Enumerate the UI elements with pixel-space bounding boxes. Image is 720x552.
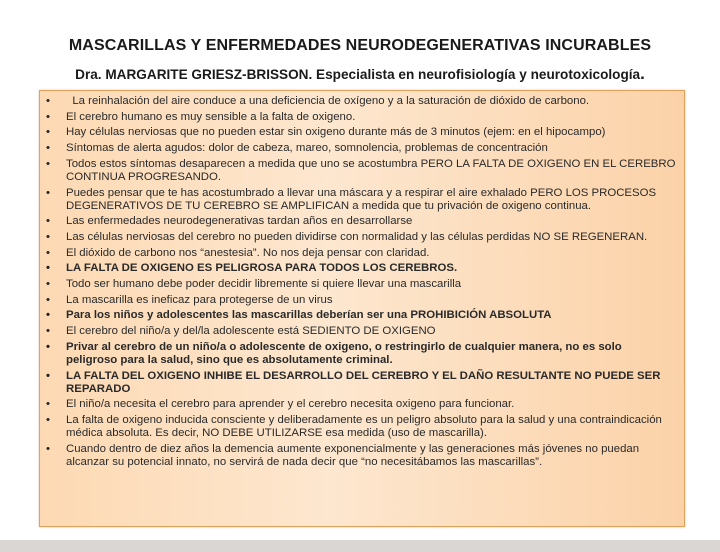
bullet-item: • El dióxido de carbono nos “anestesia”. No nos deja pensar con claridad. — [66, 247, 676, 260]
bullet-item: • Privar al cerebro de un niño/a o adolescente de oxigeno, o restringirlo de cualquier manera, no es solo peligroso para la salud, sino que es absolutamente criminal. — [66, 341, 676, 367]
document-title: MASCARILLAS Y ENFERMEDADES NEURODEGENERATIVAS INCURABLES — [68, 37, 652, 54]
bullet-item: • La falta de oxigeno inducida consciente y deliberadamente es un peligro absoluto para la salud y una contraindicación médica absoluta. Es decir, NO DEBE UTILIZARSE esa medida (uso de mascarilla). — [66, 414, 676, 440]
bullet-item: • El cerebro del niño/a y del/la adolescente está SEDIENTO DE OXIGENO — [66, 325, 676, 338]
bullet-item: • Todo ser humano debe poder decidir libremente si quiere llevar una mascarilla — [66, 278, 676, 291]
bullet-item: • El cerebro humano es muy sensible a la falta de oxigeno. — [66, 111, 676, 124]
bullet-item: • Síntomas de alerta agudos: dolor de cabeza, mareo, somnolencia, problemas de concentración — [66, 142, 676, 155]
document-subtitle — [0, 64, 720, 84]
bullet-item: • Para los niños y adolescentes las mascarillas deberían ser una PROHIBICIÓN ABSOLUTA — [66, 309, 676, 322]
bullet-list — [40, 91, 684, 469]
bullet-item: • Las células nerviosas del cerebro no pueden dividirse con normalidad y las células perdidas NO SE REGENERAN. — [66, 231, 676, 244]
subtitle-period: . — [640, 64, 645, 83]
bullet-item: • LA FALTA DE OXIGENO ES PELIGROSA PARA TODOS LOS CEREBROS. — [66, 262, 676, 275]
bullet-item: • Hay células nerviosas que no pueden estar sin oxigeno durante más de 3 minutos (ejem: en el hipocampo) — [66, 126, 676, 139]
bullet-item: • Las enfermedades neurodegenerativas tardan años en desarrollarse — [66, 215, 676, 228]
bullet-item: • Cuando dentro de diez años la demencia aumente exponencialmente y las generaciones más jóvenes no puedan alcanzar su potencial innato, no servirá de nada decir que “no necesitábamos las mascarillas”. — [66, 443, 676, 469]
bottom-strip — [0, 540, 720, 552]
subtitle-text: Dra. MARGARITE GRIESZ-BRISSON. Especialista en neurofisiología y neurotoxicología — [75, 67, 641, 82]
bullet-item: • Puedes pensar que te has acostumbrado a llevar una máscara y a respirar el aire exhalado PERO LOS PROCESOS DEGENERATIVOS DE TU CEREBRO SE AMPLIFICAN a medida que tu privación de oxigeno continua. — [66, 187, 676, 213]
bullet-item: • La mascarilla es ineficaz para protegerse de un virus — [66, 294, 676, 307]
bullet-list-box — [39, 90, 685, 527]
bullet-item: • La reinhalación del aire conduce a una deficiencia de oxígeno y a la saturación de dióxido de carbono. — [66, 95, 676, 108]
bullet-item: • Todos estos síntomas desaparecen a medida que uno se acostumbra PERO LA FALTA DE OXIGENO EN EL CEREBRO CONTINUA PROGRESANDO. — [66, 158, 676, 184]
bullet-item: • El niño/a necesita el cerebro para aprender y el cerebro necesita oxigeno para funcionar. — [66, 398, 676, 411]
bullet-item: • LA FALTA DEL OXIGENO INHIBE EL DESARROLLO DEL CEREBRO Y EL DAÑO RESULTANTE NO PUEDE SER REPARADO — [66, 370, 676, 396]
